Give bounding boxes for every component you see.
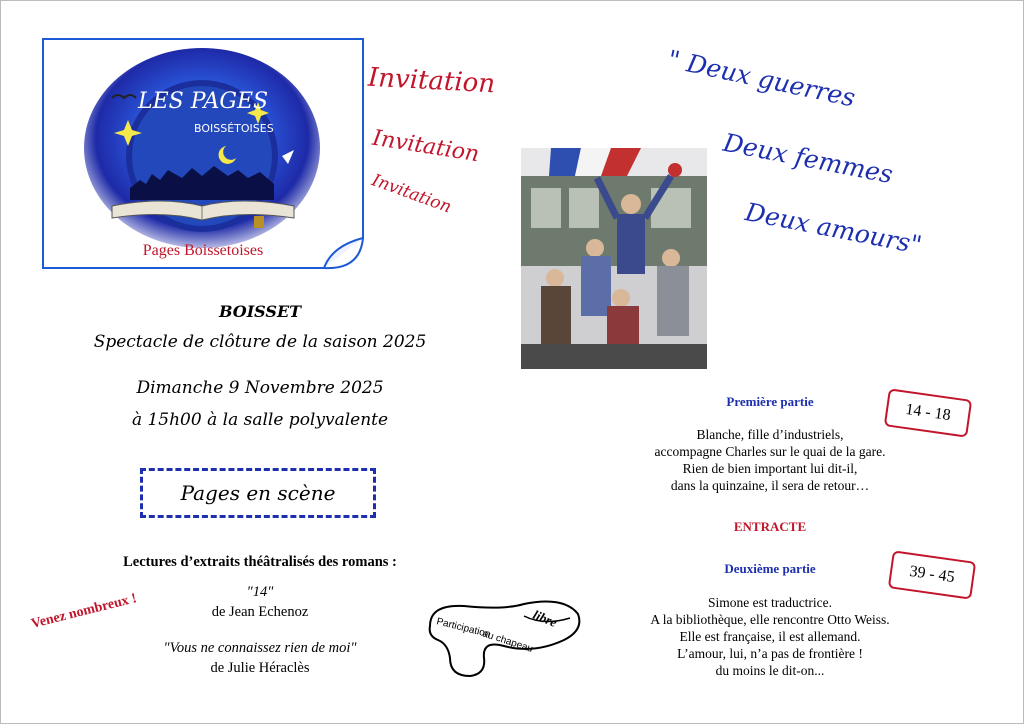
part2-title: Deuxième partie — [724, 561, 816, 576]
book1-author: de Jean Echenoz — [211, 604, 309, 620]
event-time-location: à 15h00 à la salle polyvalente — [131, 410, 389, 430]
readings-heading: Lectures d’extraits théâtralisés des romans : — [123, 554, 397, 570]
part2-line: L’amour, lui, n’a pas de frontière ! — [677, 646, 863, 661]
event-date: Dimanche 9 Novembre 2025 — [136, 378, 384, 398]
part1-line: Blanche, fille d’industriels, — [696, 427, 844, 442]
logo-graphic — [42, 38, 364, 270]
part2-line: A la bibliothèque, elle rencontre Otto Weiss. — [650, 612, 890, 627]
part1-tag: 14 - 18 — [884, 388, 972, 437]
event-subtitle: Spectacle de clôture de la saison 2025 — [93, 332, 427, 352]
part1-description — [600, 426, 940, 494]
logo-arc-text: LES PAGES — [138, 89, 269, 114]
part2-line: du moins le dit-on... — [715, 663, 825, 678]
quote-line-2: Deux femmes — [720, 127, 896, 190]
logo — [42, 38, 364, 270]
part1-line: dans la quinzaine, il sera de retour… — [670, 478, 870, 493]
event-place: BOISSET — [218, 302, 302, 321]
callout-text: Venez nombreux ! — [29, 591, 139, 632]
part2-line: Simone est traductrice. — [707, 595, 833, 610]
book1-title: "14" — [246, 584, 274, 600]
entracte-label: ENTRACTE — [733, 519, 807, 534]
hat-graphic — [424, 596, 584, 678]
book2-title: "Vous ne connaissez rien de moi" — [163, 640, 357, 656]
invitation-heading-2: Invitation — [370, 125, 481, 168]
hat-text-1: Participation — [435, 616, 492, 641]
invitation-heading-3: Invitation — [369, 170, 455, 218]
company-name: Pages en scène — [180, 481, 336, 505]
invitation-heading-1: Invitation — [367, 62, 496, 100]
wartime-illustration — [521, 148, 707, 369]
part2-tag: 39 - 45 — [888, 550, 976, 599]
part2-line: Elle est française, il est allemand. — [679, 629, 861, 644]
hat-text-2: libre — [530, 606, 560, 630]
part1-line: Rien de bien important lui dit-il, — [682, 461, 858, 476]
logo-sub-text: BOISSÉTOISES — [194, 122, 274, 135]
part1-line: accompagne Charles sur le quai de la gare. — [654, 444, 886, 459]
part2-description — [600, 594, 940, 679]
book2-author: de Julie Héraclès — [210, 660, 310, 676]
company-name-box — [140, 468, 376, 518]
logo-name: Pages Boissetoises — [142, 242, 264, 259]
part1-title: Première partie — [726, 394, 814, 409]
quote-line-1: " Deux guerres — [665, 44, 858, 113]
hat-text-3: au chapeau — [481, 628, 535, 656]
quote-line-3: Deux amours" — [742, 197, 925, 260]
